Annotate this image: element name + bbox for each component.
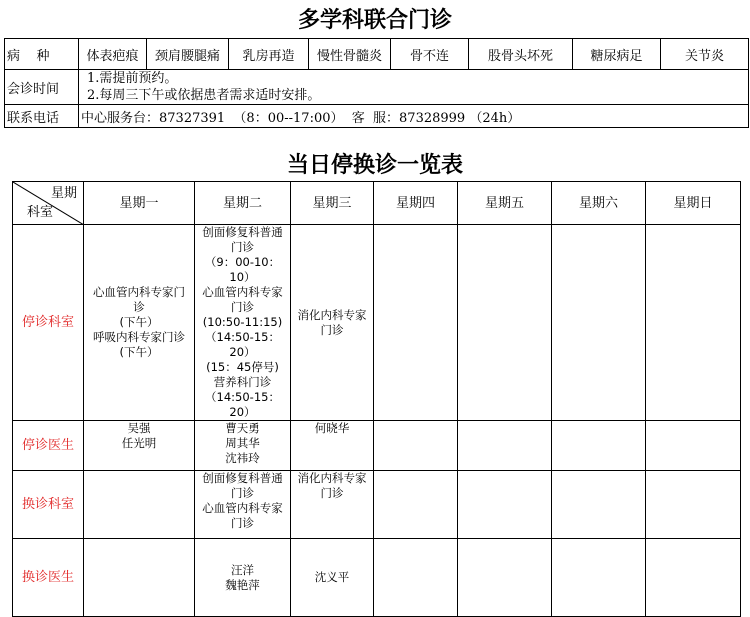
cell-line: (下午） [119, 315, 159, 329]
cell-line: 沈祎玲 [225, 451, 260, 465]
schedule-row [13, 225, 741, 421]
schedule-cell [84, 421, 195, 471]
cell-line: 心血管内科专家 [202, 285, 283, 299]
contact-text: 中心服务台：87327391 （8：00--17:00） 客 服：87328999 （24h） [79, 105, 749, 128]
cell-line: 魏艳萍 [225, 577, 260, 592]
cell-line: 心血管内科专家门 [93, 285, 185, 299]
mdt-info-table [4, 38, 749, 128]
cell-line: （9：00-10：10） [204, 255, 281, 284]
cell-line: 消化内科专家 [297, 471, 367, 485]
schedule-cell [458, 421, 552, 471]
cell-line: （14:50-15：20） [205, 390, 280, 419]
schedule-cell [195, 539, 291, 617]
schedule-cell [552, 471, 646, 539]
disease-cell: 关节炎 [661, 39, 749, 70]
cell-line: 沈义平 [314, 570, 350, 584]
day-header: 星期二 [195, 182, 291, 225]
contact-row [5, 105, 749, 128]
schedule-cell [291, 471, 374, 539]
day-header: 星期日 [646, 182, 741, 225]
schedule-cell [458, 471, 552, 539]
row-label: 停诊医生 [13, 421, 84, 471]
cell-line: 任光明 [121, 436, 157, 450]
schedule-cell [458, 225, 552, 421]
cell-line: (下午） [119, 345, 159, 359]
corner-top-label: 星期 [50, 186, 77, 201]
cell-line: 曹天勇 [225, 421, 260, 435]
row-label: 换诊医生 [13, 539, 84, 617]
day-header: 星期五 [458, 182, 552, 225]
time-row [5, 70, 749, 105]
contact-label: 联系电话 [5, 105, 79, 128]
disease-cell: 慢性骨髓炎 [309, 39, 391, 70]
cell-line: 创面修复科普通 [202, 225, 283, 239]
cell-line: 创面修复科普通 [202, 471, 283, 485]
cell-line: 门诊 [231, 300, 254, 314]
schedule-cell [291, 539, 374, 617]
cell-line: 门诊 [231, 516, 254, 530]
schedule-cell [646, 421, 741, 471]
schedule-cell [84, 539, 195, 617]
note-line: 1.需提前预约。 [87, 71, 178, 86]
cell-line: 何晓华 [314, 421, 350, 435]
schedule-row [13, 471, 741, 539]
cell-line: 门诊 [231, 486, 254, 500]
schedule-table [12, 181, 741, 617]
schedule-cell [374, 421, 458, 471]
schedule-row [13, 421, 741, 471]
schedule-cell [291, 225, 374, 421]
disease-cell: 颈肩腰腿痛 [147, 39, 229, 70]
cell-line: 诊 [133, 300, 145, 314]
schedule-cell [84, 225, 195, 421]
time-notes [79, 70, 749, 105]
cell-line: 呼吸内科专家门诊 [93, 330, 185, 344]
cell-line: （14:50-15：20） [205, 330, 280, 359]
row-label: 换诊科室 [13, 471, 84, 539]
schedule-cell [646, 471, 741, 539]
schedule-cell [195, 471, 291, 539]
schedule-cell [552, 421, 646, 471]
schedule-cell [646, 225, 741, 421]
disease-cell: 糖尿病足 [573, 39, 661, 70]
day-header: 星期四 [374, 182, 458, 225]
cell-line: 周其华 [225, 436, 260, 450]
schedule-cell [195, 421, 291, 471]
header-row [13, 182, 741, 225]
schedule-cell [552, 225, 646, 421]
schedule-cell [84, 471, 195, 539]
cell-line: 吴强 [127, 421, 151, 435]
schedule-cell [458, 539, 552, 617]
schedule-cell [291, 421, 374, 471]
schedule-cell [374, 539, 458, 617]
cell-line: 门诊 [320, 322, 344, 337]
day-header: 星期六 [552, 182, 646, 225]
note-line: 2.每周三下午或依据患者需求适时安排。 [87, 88, 321, 103]
cell-line: 汪洋 [231, 562, 254, 577]
cell-line: 营养科门诊 [213, 375, 272, 389]
corner-bottom-label: 科室 [27, 205, 54, 220]
day-header: 星期一 [84, 182, 195, 225]
page-title: 多学科联合门诊 [297, 8, 452, 33]
schedule-cell [374, 225, 458, 421]
disease-label: 病 种 [5, 39, 79, 70]
cell-line: 消化内科专家 [297, 307, 367, 322]
schedule-cell [552, 539, 646, 617]
cell-line: 门诊 [231, 240, 254, 254]
disease-cell: 骨不连 [391, 39, 469, 70]
row-label: 停诊科室 [13, 225, 84, 421]
schedule-cell [646, 539, 741, 617]
disease-cell: 体表疤痕 [79, 39, 147, 70]
schedule-cell [195, 225, 291, 421]
time-label: 会诊时间 [5, 70, 79, 105]
cell-line: (10:50-11:15) [202, 315, 283, 329]
disease-cell: 股骨头坏死 [469, 39, 573, 70]
cell-line: 门诊 [320, 486, 344, 500]
disease-cell: 乳房再造 [229, 39, 309, 70]
schedule-title: 当日停换诊一览表 [286, 153, 463, 178]
corner-cell [13, 182, 84, 225]
day-header: 星期三 [291, 182, 374, 225]
schedule-row [13, 539, 741, 617]
disease-row [5, 39, 749, 70]
cell-line: (15：45停号) [206, 360, 279, 374]
schedule-cell [374, 471, 458, 539]
cell-line: 心血管内科专家 [202, 501, 283, 515]
